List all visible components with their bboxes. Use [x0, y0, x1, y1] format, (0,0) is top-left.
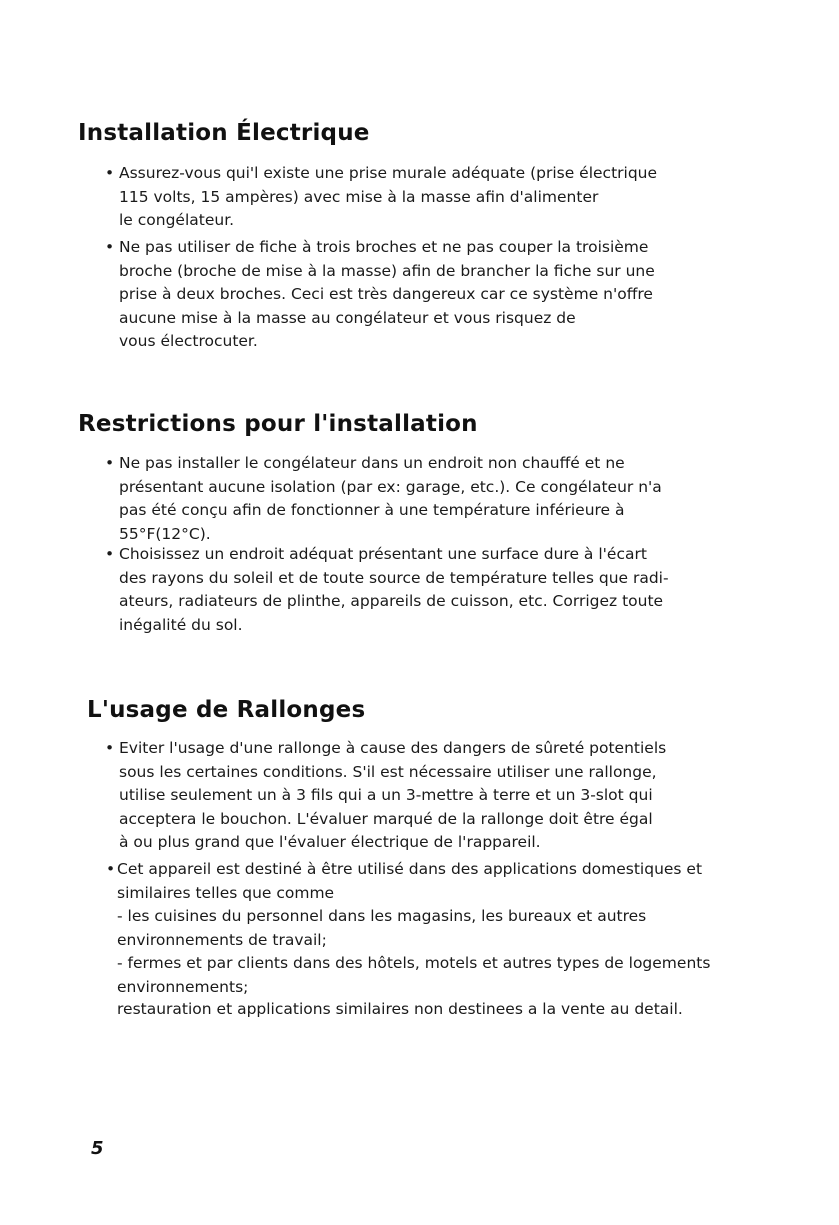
bullet-line: Ne pas installer le congélateur dans un endroit non chauffé et ne	[119, 454, 625, 472]
bullet-line: aucune mise à la masse au congélateur et vous risquez de	[119, 308, 576, 327]
bullet-line: environnements;	[117, 977, 249, 996]
bullet-item	[105, 162, 658, 233]
bullet-item	[105, 543, 669, 637]
bullet-line: pas été conçu afin de fonctionner à une température inférieure à	[119, 501, 625, 519]
bullet-line: broche (broche de mise à la masse) afin de brancher la fiche sur une	[119, 261, 655, 280]
bullet-line: - les cuisines du personnel dans les magasins, les bureaux et autres	[117, 907, 647, 925]
bullet-icon: •	[105, 454, 115, 472]
bullet-line: ateurs, radiateurs de plinthe, appareils de cuisson, etc. Corrigez toute	[119, 592, 664, 610]
bullet-line: à ou plus grand que l'évaluer électrique de l'rappareil.	[119, 833, 541, 851]
section-title-restrictions: Restrictions pour l'installation	[78, 411, 478, 437]
bullet-line: acceptera le bouchon. L'évaluer marqué de la rallonge doit être égal	[119, 809, 653, 828]
bullet-line: Assurez-vous qui'l existe une prise murale adéquate (prise électrique	[119, 164, 658, 182]
bullet-line: - fermes et par clients dans des hôtels, motels et autres types de logements	[117, 954, 711, 972]
bullet-line: environnements de travail;	[117, 930, 327, 949]
bullet-line: prise à deux broches. Ceci est très dangereux car ce système n'offre	[119, 285, 653, 303]
bullet-icon: •	[105, 545, 115, 563]
bullet-icon: •	[105, 164, 115, 182]
bullet-line: restauration et applications similaires non destinees a la vente au detail.	[117, 1000, 683, 1018]
bullet-item	[105, 452, 662, 546]
bullet-item	[105, 236, 655, 354]
bullet-line: utilise seulement un à 3 fils qui a un 3-mettre à terre et un 3-slot qui	[119, 786, 653, 804]
bullet-line: vous électrocuter.	[119, 332, 258, 350]
section-title-rallonges: L'usage de Rallonges	[87, 697, 366, 723]
bullet-line: 115 volts, 15 ampères) avec mise à la masse afin d'alimenter	[119, 187, 599, 206]
bullet-line: 55°F(12°C).	[119, 524, 211, 543]
bullet-line: présentant aucune isolation (par ex: garage, etc.). Ce congélateur n'a	[119, 477, 662, 496]
bullet-icon: •	[105, 739, 115, 757]
bullet-trailing-paragraph	[117, 998, 683, 1022]
bullet-item	[105, 737, 667, 855]
bullet-line: Cet appareil est destiné à être utilisé dans des applications domestiques et	[117, 860, 703, 878]
section-title-installation-electrique: Installation Électrique	[78, 120, 370, 146]
bullet-line: inégalité du sol.	[119, 615, 243, 634]
bullet-line: sous les certaines conditions. S'il est nécessaire utiliser une rallonge,	[119, 762, 657, 781]
bullet-icon: •	[105, 238, 115, 256]
bullet-line: Ne pas utiliser de fiche à trois broches et ne pas couper la troisième	[119, 238, 649, 256]
bullet-line: le congélateur.	[119, 211, 235, 229]
bullet-line: similaires telles que comme	[117, 883, 335, 902]
bullet-item	[106, 858, 711, 999]
bullet-line: des rayons du soleil et de toute source de température telles que radi-	[119, 568, 669, 587]
bullet-line: Eviter l'usage d'une rallonge à cause des dangers de sûreté potentiels	[119, 739, 667, 757]
bullet-icon: •	[106, 860, 116, 878]
bullet-line: Choisissez un endroit adéquat présentant une surface dure à l'écart	[119, 545, 647, 563]
page-number: 5	[91, 1138, 104, 1159]
